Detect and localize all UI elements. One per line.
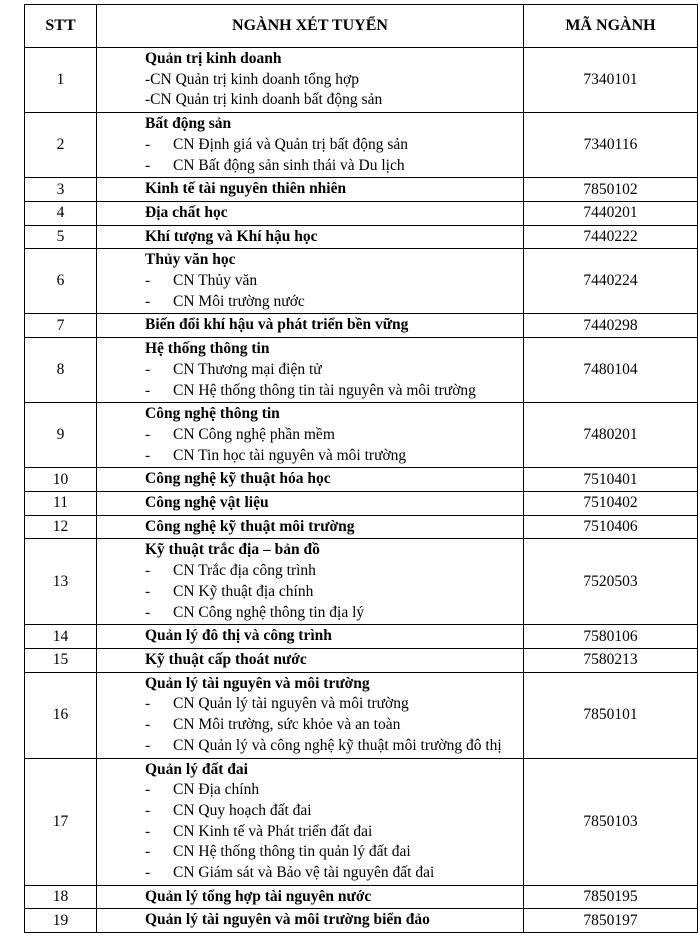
major-name: Hệ thống thông tin bbox=[145, 340, 270, 358]
bullet-dash: - bbox=[145, 781, 151, 799]
table-row bbox=[25, 201, 698, 225]
row-major-cell bbox=[97, 909, 524, 933]
major-code-value: 7850195 bbox=[583, 888, 638, 906]
specialization-label: CN Trắc địa công trình bbox=[173, 562, 316, 580]
bullet-dash: - bbox=[145, 603, 151, 621]
bullet-dash: - bbox=[145, 695, 151, 713]
row-stt bbox=[25, 515, 97, 539]
specialization-label: CN Hệ thống thông tin quản lý đất đai bbox=[173, 843, 411, 861]
row-stt bbox=[25, 48, 97, 113]
table-row bbox=[25, 178, 698, 202]
row-stt-value: 18 bbox=[52, 888, 69, 906]
row-major-code bbox=[524, 492, 698, 516]
row-major-cell bbox=[97, 201, 524, 225]
row-stt bbox=[25, 314, 97, 338]
major-name: Biến đổi khí hậu và phát triển bền vững bbox=[145, 316, 409, 334]
specialization-item bbox=[145, 603, 523, 624]
bullet-dash: - bbox=[145, 381, 151, 399]
major-code-value: 7340101 bbox=[583, 71, 638, 89]
bullet-dash: - bbox=[145, 822, 151, 840]
table-row bbox=[25, 403, 698, 468]
specialization-label: CN Kinh tế và Phát triển đất đai bbox=[173, 822, 373, 840]
specialization-label: CN Thương mại điện tử bbox=[173, 360, 322, 378]
specialization-label: CN Công nghệ thông tin địa lý bbox=[173, 603, 365, 621]
major-code-value: 7850103 bbox=[583, 812, 638, 830]
major-name: Quản lý đô thị và công trình bbox=[145, 627, 332, 645]
row-stt-value: 9 bbox=[56, 426, 65, 444]
row-stt bbox=[25, 758, 97, 885]
row-major-cell bbox=[97, 48, 524, 113]
specialization-label: CN Quản trị kinh doanh tổng hợp bbox=[150, 70, 359, 88]
row-major-code bbox=[524, 403, 698, 468]
major-code-value: 7580213 bbox=[583, 651, 638, 669]
specialization-label: CN Môi trường, sức khỏe và an toàn bbox=[173, 716, 401, 734]
row-stt-value: 3 bbox=[56, 180, 65, 198]
specialization-label: CN Quản lý tài nguyên và môi trường bbox=[173, 695, 409, 713]
row-major-code bbox=[524, 113, 698, 178]
bullet-dash: - bbox=[145, 91, 151, 109]
major-code-value: 7510401 bbox=[583, 470, 638, 488]
major-name: Công nghệ thông tin bbox=[145, 405, 280, 423]
row-major-code bbox=[524, 909, 698, 933]
row-stt-value: 17 bbox=[52, 812, 69, 830]
specialization-item bbox=[145, 381, 523, 402]
row-stt bbox=[25, 625, 97, 649]
row-stt-value: 5 bbox=[56, 227, 65, 245]
major-name: Quản lý tổng hợp tài nguyên nước bbox=[145, 887, 372, 905]
major-name: Kỹ thuật cấp thoát nước bbox=[145, 650, 307, 668]
specialization-label: CN Thủy văn bbox=[173, 272, 258, 290]
table-row bbox=[25, 249, 698, 314]
specialization-item bbox=[145, 582, 523, 603]
row-stt-value: 8 bbox=[56, 361, 65, 379]
row-major-cell bbox=[97, 515, 524, 539]
specialization-item bbox=[145, 694, 523, 715]
major-code-value: 7520503 bbox=[583, 572, 638, 590]
row-major-code bbox=[524, 672, 698, 758]
specialization-item bbox=[145, 842, 523, 863]
table-row bbox=[25, 672, 698, 758]
row-major-code bbox=[524, 48, 698, 113]
major-name: Bất động sản bbox=[145, 115, 232, 133]
major-code-value: 7850101 bbox=[583, 706, 638, 724]
specialization-item bbox=[145, 90, 523, 111]
bullet-dash: - bbox=[145, 360, 151, 378]
table-row bbox=[25, 515, 698, 539]
bullet-dash: - bbox=[145, 801, 151, 819]
row-major-cell bbox=[97, 758, 524, 885]
specialization-item bbox=[145, 561, 523, 582]
major-code-value: 7850102 bbox=[583, 180, 638, 198]
specialization-label: CN Môi trường nước bbox=[173, 292, 305, 310]
admission-majors-table bbox=[24, 4, 698, 933]
row-major-cell bbox=[97, 625, 524, 649]
specialization-item bbox=[145, 292, 523, 313]
table-row bbox=[25, 48, 698, 113]
major-code-value: 7440224 bbox=[583, 272, 638, 290]
specialization-item bbox=[145, 801, 523, 822]
bullet-dash: - bbox=[145, 70, 151, 88]
row-stt bbox=[25, 225, 97, 249]
major-code-value: 7440201 bbox=[583, 204, 638, 222]
row-stt-value: 19 bbox=[52, 911, 69, 929]
row-major-cell bbox=[97, 314, 524, 338]
row-major-cell bbox=[97, 249, 524, 314]
bullet-dash: - bbox=[145, 843, 151, 861]
bullet-dash: - bbox=[145, 716, 151, 734]
bullet-dash: - bbox=[145, 272, 151, 290]
major-name: Công nghệ kỹ thuật môi trường bbox=[145, 517, 355, 535]
table-row bbox=[25, 758, 698, 885]
row-stt bbox=[25, 403, 97, 468]
header-major-code: MÃ NGÀNH bbox=[524, 5, 698, 48]
row-stt-value: 4 bbox=[56, 204, 65, 222]
specialization-label: CN Công nghệ phần mềm bbox=[173, 425, 335, 443]
major-code-value: 7440222 bbox=[583, 227, 638, 245]
specialization-item bbox=[145, 425, 523, 446]
row-stt bbox=[25, 672, 97, 758]
major-name: Quản lý tài nguyên và môi trường bbox=[145, 674, 370, 692]
major-name: Quản trị kinh doanh bbox=[145, 50, 282, 67]
row-major-cell bbox=[97, 468, 524, 492]
row-major-code bbox=[524, 515, 698, 539]
specialization-label: CN Kỹ thuật địa chính bbox=[173, 582, 314, 600]
specialization-item bbox=[145, 736, 523, 757]
specialization-item bbox=[145, 446, 523, 467]
row-stt-value: 14 bbox=[52, 627, 69, 645]
specialization-item bbox=[145, 822, 523, 843]
header-stt: STT bbox=[25, 5, 97, 48]
row-stt-value: 13 bbox=[52, 572, 69, 590]
row-stt-value: 11 bbox=[53, 494, 68, 512]
row-major-code bbox=[524, 625, 698, 649]
table-row bbox=[25, 314, 698, 338]
row-major-code bbox=[524, 249, 698, 314]
specialization-label: CN Địa chính bbox=[173, 781, 260, 799]
row-major-code bbox=[524, 758, 698, 885]
specialization-item bbox=[145, 271, 523, 292]
row-major-code bbox=[524, 201, 698, 225]
row-stt bbox=[25, 492, 97, 516]
row-major-cell bbox=[97, 672, 524, 758]
major-name: Công nghệ kỹ thuật hóa học bbox=[145, 470, 331, 488]
major-code-value: 7440298 bbox=[583, 316, 638, 334]
header-row bbox=[25, 5, 698, 48]
row-stt-value: 7 bbox=[56, 316, 65, 334]
specialization-label: CN Hệ thống thông tin tài nguyên và môi trường bbox=[173, 381, 476, 399]
row-stt-value: 1 bbox=[56, 71, 65, 89]
row-major-cell bbox=[97, 648, 524, 672]
row-major-code bbox=[524, 885, 698, 909]
row-stt-value: 10 bbox=[52, 470, 69, 488]
specialization-item bbox=[145, 70, 523, 91]
row-stt-value: 12 bbox=[52, 518, 69, 536]
row-major-cell bbox=[97, 539, 524, 625]
major-code-value: 7580106 bbox=[583, 627, 638, 645]
table-row bbox=[25, 225, 698, 249]
table-row bbox=[25, 113, 698, 178]
row-major-cell bbox=[97, 492, 524, 516]
row-major-code bbox=[524, 468, 698, 492]
row-stt bbox=[25, 249, 97, 314]
bullet-dash: - bbox=[145, 156, 151, 174]
table-header bbox=[25, 5, 698, 48]
row-major-code bbox=[524, 178, 698, 202]
specialization-label: CN Tin học tài nguyên và môi trường bbox=[173, 446, 407, 464]
row-stt bbox=[25, 539, 97, 625]
specialization-item bbox=[145, 780, 523, 801]
table-row bbox=[25, 468, 698, 492]
major-code-value: 7850197 bbox=[583, 911, 638, 929]
specialization-label: CN Định giá và Quản trị bất động sản bbox=[173, 135, 409, 153]
table-row bbox=[25, 539, 698, 625]
major-name: Khí tượng và Khí hậu học bbox=[145, 227, 318, 245]
row-major-cell bbox=[97, 225, 524, 249]
bullet-dash: - bbox=[145, 562, 151, 580]
row-stt bbox=[25, 885, 97, 909]
major-code-value: 7340116 bbox=[583, 136, 638, 154]
bullet-dash: - bbox=[145, 446, 151, 464]
specialization-item bbox=[145, 360, 523, 381]
major-name: Quản lý đất đai bbox=[145, 760, 248, 778]
specialization-item bbox=[145, 715, 523, 736]
major-name: Địa chất học bbox=[145, 203, 228, 221]
bullet-dash: - bbox=[145, 582, 151, 600]
row-major-cell bbox=[97, 113, 524, 178]
bullet-dash: - bbox=[145, 736, 151, 754]
row-stt-value: 16 bbox=[52, 706, 69, 724]
specialization-item bbox=[145, 156, 523, 177]
major-code-value: 7510406 bbox=[583, 518, 638, 536]
row-stt bbox=[25, 113, 97, 178]
major-name: Công nghệ vật liệu bbox=[145, 494, 269, 512]
major-name: Kinh tế tài nguyên thiên nhiên bbox=[145, 180, 347, 198]
specialization-label: CN Quản trị kinh doanh bất động sản bbox=[150, 91, 383, 109]
major-name: Kỹ thuật trắc địa – bản đồ bbox=[145, 541, 320, 559]
major-name: Thủy văn học bbox=[145, 251, 236, 269]
table-body bbox=[25, 48, 698, 933]
specialization-label: CN Quy hoạch đất đai bbox=[173, 801, 312, 819]
row-stt bbox=[25, 338, 97, 403]
bullet-dash: - bbox=[145, 135, 151, 153]
table-row bbox=[25, 338, 698, 403]
specialization-item bbox=[145, 863, 523, 884]
row-stt bbox=[25, 468, 97, 492]
major-code-value: 7480104 bbox=[583, 361, 638, 379]
table-row bbox=[25, 492, 698, 516]
specialization-item bbox=[145, 135, 523, 156]
row-major-code bbox=[524, 539, 698, 625]
row-major-code bbox=[524, 314, 698, 338]
row-stt-value: 15 bbox=[52, 651, 69, 669]
row-major-cell bbox=[97, 178, 524, 202]
table-row bbox=[25, 648, 698, 672]
row-stt bbox=[25, 178, 97, 202]
major-name: Quản lý tài nguyên và môi trường biển đảo bbox=[145, 911, 430, 929]
specialization-label: CN Bất động sản sinh thái và Du lịch bbox=[173, 156, 405, 174]
row-major-code bbox=[524, 225, 698, 249]
row-stt-value: 2 bbox=[56, 136, 65, 154]
header-major-name: NGÀNH XÉT TUYỂN bbox=[97, 5, 524, 48]
row-major-cell bbox=[97, 403, 524, 468]
specialization-label: CN Quản lý và công nghệ kỹ thuật môi trường đô thị bbox=[173, 736, 502, 754]
major-code-value: 7480201 bbox=[583, 426, 638, 444]
bullet-dash: - bbox=[145, 292, 151, 310]
table-row bbox=[25, 885, 698, 909]
row-stt bbox=[25, 201, 97, 225]
row-major-cell bbox=[97, 885, 524, 909]
table-row bbox=[25, 625, 698, 649]
major-code-value: 7510402 bbox=[583, 494, 638, 512]
row-stt bbox=[25, 909, 97, 933]
bullet-dash: - bbox=[145, 425, 151, 443]
row-major-code bbox=[524, 648, 698, 672]
row-stt-value: 6 bbox=[56, 272, 65, 290]
row-stt bbox=[25, 648, 97, 672]
table-row bbox=[25, 909, 698, 933]
row-major-cell bbox=[97, 338, 524, 403]
specialization-label: CN Giám sát và Bảo vệ tài nguyên đất đai bbox=[173, 864, 435, 882]
row-major-code bbox=[524, 338, 698, 403]
bullet-dash: - bbox=[145, 864, 151, 882]
